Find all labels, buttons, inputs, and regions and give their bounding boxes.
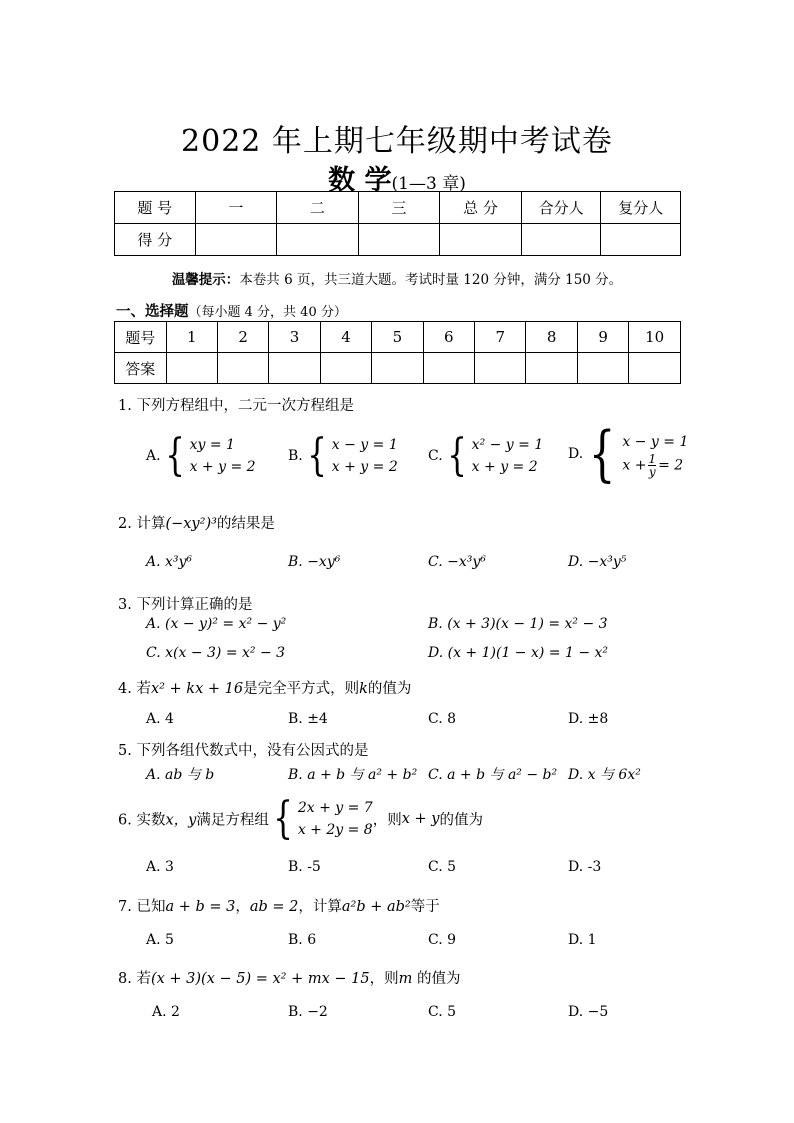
fraction <box>648 453 656 478</box>
question-7-stem <box>118 895 440 916</box>
denominator: y <box>648 464 656 479</box>
q5-option-b: B. a + b 与 a² + b² <box>288 767 418 783</box>
section-note: （每小题 4 分，共 40 分） <box>188 305 347 320</box>
math-expression: x² + kx + 16 <box>150 681 244 697</box>
equation-system <box>298 797 373 841</box>
q1-b-label: B. <box>288 448 303 464</box>
answer-cell[interactable] <box>577 353 628 384</box>
equation-part: = 2 <box>658 457 684 473</box>
stem-text: 8. 若 <box>118 971 151 987</box>
equation: x + y = 2 <box>189 459 256 475</box>
math-expression: a²b + ab² <box>341 899 411 915</box>
score-header-cell: 三 <box>358 192 440 224</box>
question-number-cell: 1 <box>166 322 217 353</box>
stem-text: 是完全平方式，则 <box>243 681 360 697</box>
stem-text: 的值为 <box>367 681 412 697</box>
q1-option-d <box>568 419 689 489</box>
answer-cell[interactable] <box>217 353 268 384</box>
question-number-cell: 10 <box>629 322 681 353</box>
score-header-cell: 二 <box>277 192 359 224</box>
left-brace-icon: { <box>588 419 616 489</box>
answer-cell[interactable] <box>629 353 681 384</box>
question-number-cell: 2 <box>217 322 268 353</box>
question-number-cell: 4 <box>320 322 371 353</box>
answer-cell[interactable] <box>269 353 320 384</box>
score-header-cell: 合分人 <box>521 192 601 224</box>
stem-text: 6. 实数 <box>118 812 166 829</box>
q3-option-a: A. (x − y)² = x² − y² <box>146 616 287 632</box>
score-header-cell: 题 号 <box>115 192 196 224</box>
question-4-stem <box>118 677 411 698</box>
hint-text: 本卷共 6 页，共三道大题。考试时量 120 分钟，满分 150 分。 <box>239 272 623 288</box>
stem-text: 4. 若 <box>118 681 151 697</box>
stem-text: ，则 <box>372 812 402 829</box>
stem-text: 7. 已知 <box>118 899 166 915</box>
stem-text: ， <box>235 899 250 915</box>
math-expression: (−xy²)³ <box>165 516 217 532</box>
q5-option-c: C. a + b 与 a² − b² <box>428 767 558 783</box>
q2-option-d: D. −x³y⁵ <box>568 554 627 570</box>
subject-name: 数 学 <box>328 165 392 196</box>
q3-option-d: D. (x + 1)(1 − x) = 1 − x² <box>428 645 609 661</box>
stem-text: 满足方程组 <box>196 812 269 829</box>
equation-system <box>622 431 688 478</box>
score-header-cell: 一 <box>195 192 277 224</box>
equation-system <box>190 434 256 478</box>
answer-cell[interactable] <box>526 353 577 384</box>
question-3-stem: 3. 下列计算正确的是 <box>118 597 253 613</box>
q6-option-a: A. 3 <box>146 859 174 875</box>
q1-option-a <box>146 430 256 481</box>
equation: 2x + y = 7 <box>297 800 373 816</box>
score-header-cell: 总 分 <box>440 192 522 224</box>
q8-option-a: A. 2 <box>152 1004 180 1020</box>
q1-option-b <box>288 430 398 481</box>
answer-header-label: 题号 <box>115 322 167 353</box>
answer-table-number-row <box>115 322 681 353</box>
left-brace-icon: { <box>446 430 467 481</box>
q4-option-b: B. ±4 <box>288 711 328 727</box>
q1-a-label: A. <box>146 448 161 464</box>
question-5-stem: 5. 下列各组代数式中，没有公因式的是 <box>118 743 369 759</box>
score-table <box>114 191 681 256</box>
math-variable: m <box>398 971 413 987</box>
stem-text: 2. 计算 <box>118 516 166 532</box>
q6-option-d: D. -3 <box>568 859 602 875</box>
q7-option-c: C. 9 <box>428 932 457 948</box>
question-number-cell: 8 <box>526 322 577 353</box>
q6-option-c: C. 5 <box>428 859 457 875</box>
q1-d-label: D. <box>568 446 584 462</box>
q5-option-d: D. x 与 6x² <box>568 767 641 783</box>
hint-label: 温馨提示： <box>171 272 240 288</box>
math-expression: ab = 2 <box>249 899 299 915</box>
q1-option-c <box>428 430 544 481</box>
left-brace-icon: { <box>164 430 185 481</box>
q8-option-b: B. −2 <box>288 1004 328 1020</box>
answer-cell[interactable] <box>166 353 217 384</box>
exam-title: 2022 年上期七年级期中考试卷 <box>181 124 613 159</box>
answer-table <box>114 321 681 384</box>
section-title: 一、选择题 <box>116 303 189 320</box>
math-variable: k <box>359 681 368 697</box>
q3-option-b: B. (x + 3)(x − 1) = x² − 3 <box>428 616 608 632</box>
q7-option-d: D. 1 <box>568 932 597 948</box>
score-row-label: 得 分 <box>115 224 196 256</box>
question-1-stem: 1. 下列方程组中，二元一次方程组是 <box>118 398 354 414</box>
answer-cell[interactable] <box>320 353 371 384</box>
math-variable: x，y <box>165 812 197 829</box>
q4-option-c: C. 8 <box>428 711 457 727</box>
left-brace-icon: { <box>273 793 293 844</box>
stem-text: 的值为 <box>412 971 461 987</box>
numerator: 1 <box>648 451 657 466</box>
q7-option-b: B. 6 <box>288 932 317 948</box>
score-header-cell: 复分人 <box>601 192 681 224</box>
score-cell[interactable] <box>195 224 277 256</box>
exam-hint <box>0 268 794 288</box>
q8-option-d: D. −5 <box>568 1004 609 1020</box>
q4-option-a: A. 4 <box>146 711 174 727</box>
math-expression: a + b = 3 <box>165 899 236 915</box>
score-table-header-row <box>115 192 681 224</box>
q5-option-a: A. ab 与 b <box>146 767 215 783</box>
score-cell[interactable] <box>521 224 601 256</box>
q6-option-b: B. -5 <box>288 859 321 875</box>
math-expression: x + y <box>401 811 440 827</box>
equation-part: x + <box>622 457 647 473</box>
question-number-cell: 3 <box>269 322 320 353</box>
equation: xy = 1 <box>189 437 235 453</box>
question-6-stem <box>118 793 483 844</box>
answer-cell[interactable] <box>475 353 526 384</box>
left-brace-icon: { <box>306 430 327 481</box>
equation: x − y = 1 <box>622 433 689 450</box>
answer-cell[interactable] <box>372 353 423 384</box>
question-number-cell: 5 <box>372 322 423 353</box>
stem-text: 等于 <box>410 899 440 915</box>
stem-text: 的值为 <box>439 812 483 829</box>
question-number-cell: 9 <box>577 322 628 353</box>
q7-option-a: A. 5 <box>146 932 174 948</box>
score-cell[interactable] <box>277 224 359 256</box>
chapter-range: (1—3 章) <box>391 174 466 194</box>
math-expression: (x + 3)(x − 5) = x² + mx − 15 <box>150 971 370 987</box>
q3-option-c: C. x(x − 3) = x² − 3 <box>146 645 286 661</box>
q8-option-c: C. 5 <box>428 1004 457 1020</box>
answer-cell[interactable] <box>423 353 474 384</box>
section-heading <box>116 300 347 321</box>
stem-text: ，计算 <box>298 899 342 915</box>
q2-option-c: C. −x³y⁶ <box>428 554 486 570</box>
score-cell[interactable] <box>440 224 522 256</box>
equation: x² − y = 1 <box>471 437 544 453</box>
question-2-stem <box>118 512 275 533</box>
equation: x + y = 2 <box>471 459 538 475</box>
question-8-stem <box>118 967 460 988</box>
q4-option-d: D. ±8 <box>568 711 609 727</box>
q1-c-label: C. <box>428 448 443 464</box>
equation: x + 2y = 8 <box>297 822 373 838</box>
q2-option-a: A. x³y⁶ <box>146 554 193 570</box>
equation: x + y = 2 <box>331 459 398 475</box>
question-number-cell: 7 <box>475 322 526 353</box>
question-number-cell: 6 <box>423 322 474 353</box>
score-cell[interactable] <box>601 224 681 256</box>
score-cell[interactable] <box>358 224 440 256</box>
equation-system <box>332 434 398 478</box>
answer-row-label: 答案 <box>115 353 167 384</box>
score-table-score-row <box>115 224 681 256</box>
stem-text: ，则 <box>369 971 399 987</box>
q2-option-b: B. −xy⁶ <box>288 554 341 570</box>
stem-text: 的结果是 <box>216 516 275 532</box>
equation-system <box>472 434 544 478</box>
answer-table-answer-row <box>115 353 681 384</box>
equation: x − y = 1 <box>331 437 398 453</box>
